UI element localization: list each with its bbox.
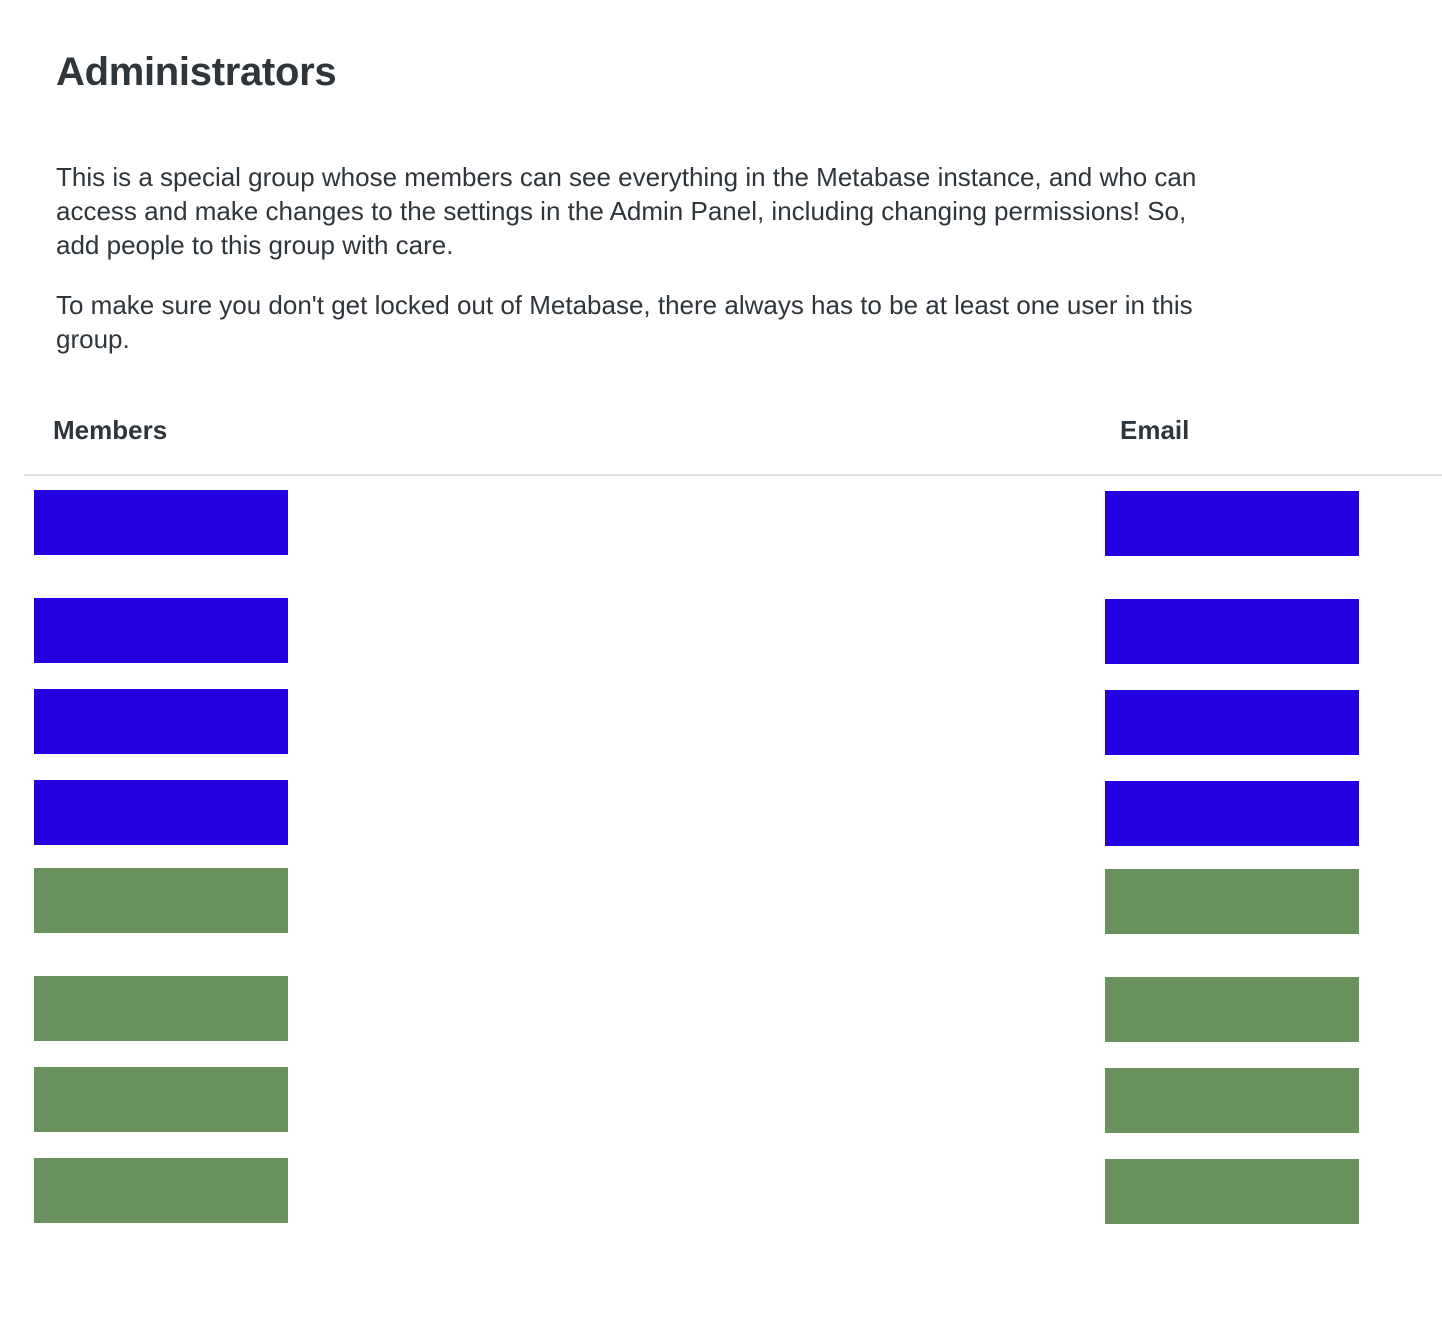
member-name-redacted[interactable] [34, 976, 288, 1041]
description-paragraph: To make sure you don't get locked out of Metabase, there always has to be at least one user in this group. [56, 290, 1193, 354]
description-paragraph: This is a special group whose members can see everything in the Metabase instance, and who can access and make changes to the settings in the Admin Panel, including changing permissions! So, add people to this group with care. [56, 162, 1197, 260]
member-name-redacted[interactable] [34, 780, 288, 845]
member-email-redacted [1105, 1068, 1359, 1133]
member-email-redacted [1105, 977, 1359, 1042]
member-email-redacted [1105, 869, 1359, 934]
member-name-redacted[interactable] [34, 868, 288, 933]
member-email-redacted [1105, 491, 1359, 556]
member-name-redacted[interactable] [34, 598, 288, 663]
member-name-redacted[interactable] [34, 689, 288, 754]
member-email-redacted [1105, 599, 1359, 664]
group-description [56, 160, 1226, 382]
page-title: Administrators [56, 50, 337, 94]
member-name-redacted[interactable] [34, 1067, 288, 1132]
member-email-redacted [1105, 690, 1359, 755]
member-name-redacted[interactable] [34, 490, 288, 555]
email-column-header: Email [1120, 415, 1190, 445]
members-column-header: Members [53, 415, 168, 445]
member-email-redacted [1105, 1159, 1359, 1224]
member-name-redacted[interactable] [34, 1158, 288, 1223]
member-email-redacted [1105, 781, 1359, 846]
header-divider [24, 474, 1442, 476]
